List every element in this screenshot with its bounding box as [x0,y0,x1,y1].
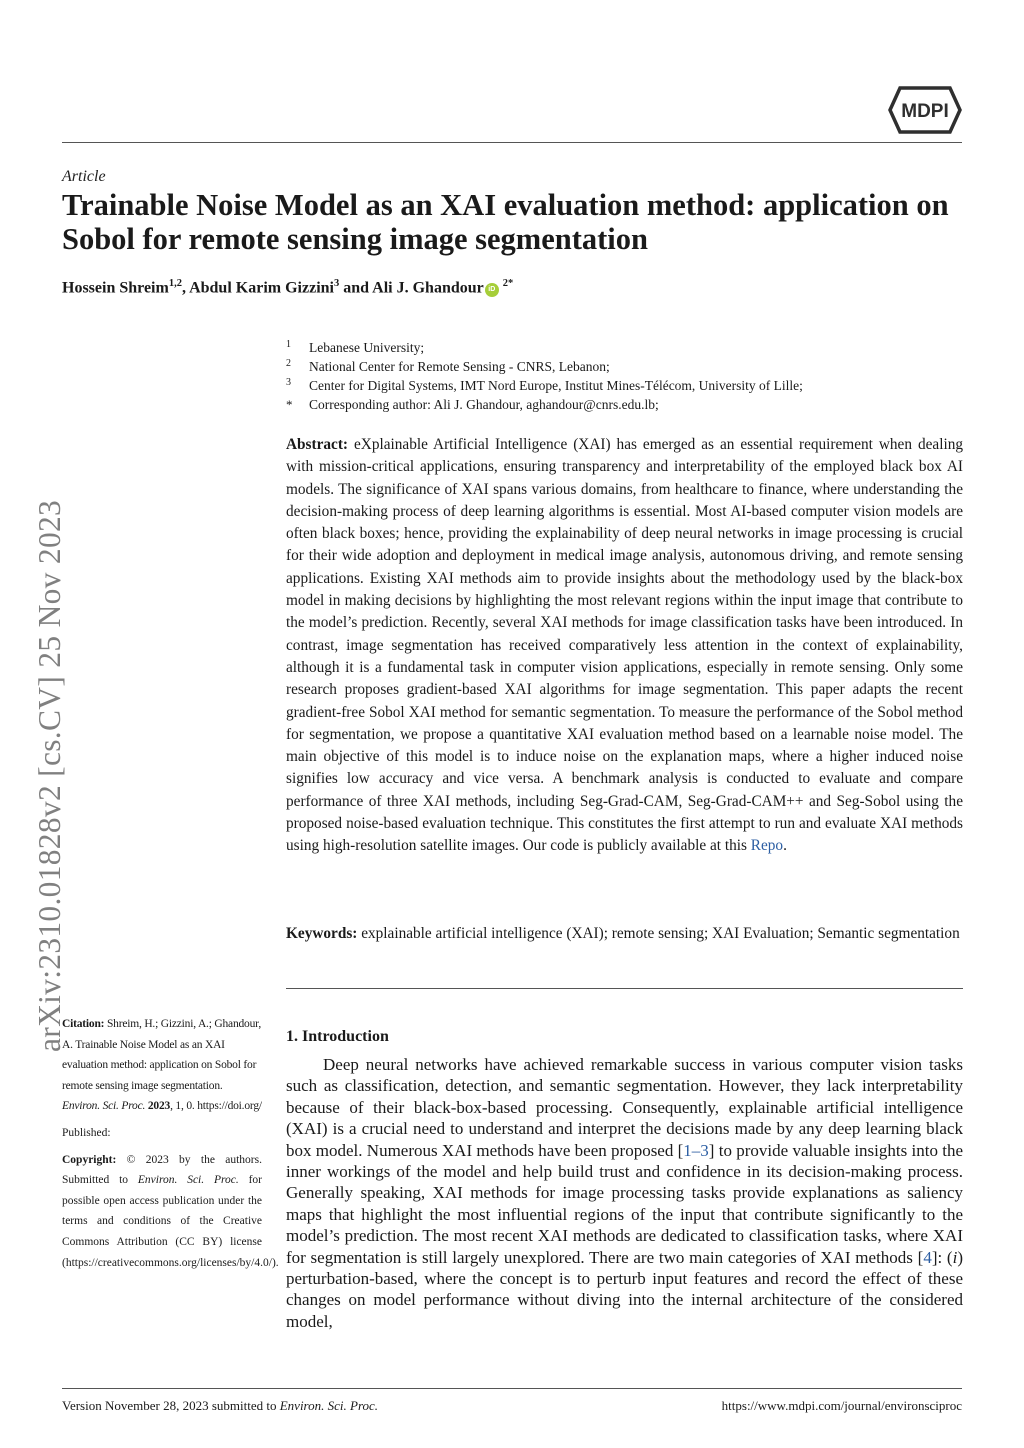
keywords-label: Keywords: [286,925,358,942]
copyright-journal: Environ. Sci. Proc. [137,1174,239,1187]
footer-url[interactable]: https://www.mdpi.com/journal/environsciproc [721,1398,962,1413]
abstract-end: . [783,837,787,855]
citation-block [62,1014,262,1117]
arxiv-stamp: arXiv:2310.01828v2 [cs.CV] 25 Nov 2023 [32,499,67,1052]
author-separator: and [339,279,373,297]
header-rule [62,142,962,143]
intro-text: ] to provide valuable insights into the inner workings of the model and help build trust and confidence in its decision-making process. Generally speaking, XAI methods for image processing tasks provide explanations as saliency maps that highlight the most influential regions of the input that contribute significantly to the model’s prediction. The most recent XAI methods are dedicated to classification tasks, where XAI for segmentation is still largely unexplored. There are two main categories of XAI methods [ [286,1140,963,1267]
citation-link[interactable]: 4 [923,1247,932,1267]
affiliation-marker: 1 [286,339,291,350]
copyright-text: © 2023 by the authors. Submitted to [62,1153,262,1187]
affiliation-text: National Center for Remote Sensing - CNRS, Lebanon; [309,359,610,374]
author-name: Abdul Karim Gizzini [189,279,334,297]
footer-version-text: Version November 28, 2023 submitted to [62,1398,280,1413]
author-separator: , [181,279,190,297]
mdpi-logo [888,86,962,134]
citation-journal: Environ. Sci. Proc. [62,1100,146,1113]
introduction-paragraph [286,1054,963,1332]
author-affil-sup: 2* [502,278,514,289]
copyright-rest: for possible open access publication under the terms and conditions of the Creative Commons Attribution (CC BY) license (https://creativecommons.org/licenses/by/4.0/). [62,1174,279,1269]
intro-text: Deep neural networks have achieved remarkable success in various computer vision tasks such as classification, detection, and semantic segmentation. However, they lack interpretability because of their black-box-based processing. Consequently, explainable artificial intelligence (XAI) is a crucial need to understand and interpret the decisions made by any deep learning black box model. Numerous XAI methods have been proposed [ [286,1055,963,1160]
svg-text:MDPI: MDPI [901,101,949,122]
author-name: Ali J. Ghandour [372,279,484,297]
author-affil-sup: 3 [333,278,340,289]
abstract [286,434,963,858]
affiliation-list [286,338,803,414]
citation-text: Shreim, H.; Gizzini, A.; Ghandour, A. Trainable Noise Model as an XAI evaluation method: application on Sobol for remote sensing image segmentation. [62,1018,261,1092]
affiliation-marker: 2 [286,358,291,369]
repo-link[interactable]: Repo [750,837,784,855]
affiliation-text: Center for Digital Systems, IMT Nord Europe, Institut Mines-Télécom, University of Lille; [309,378,803,393]
intro-text: ) perturbation-based, where the concept is to perturb input features and record the effect of these changes on model performance without diving into the internal architecture of the considered model, [286,1247,963,1331]
footer-rule [62,1388,962,1389]
affiliation-item [286,376,803,395]
abstract-label: Abstract: [286,436,349,453]
orcid-icon[interactable]: iD [485,283,499,297]
affiliation-text: Corresponding author: Ali J. Ghandour, aghandour@cnrs.edu.lb; [309,397,659,412]
copyright-label: Copyright: [62,1153,117,1166]
sidebar [62,1014,279,1273]
copyright-block [62,1150,279,1274]
intro-italic: i [952,1247,958,1267]
author-affil-sup: 1,2 [168,278,182,289]
affiliation-marker: 3 [286,377,291,388]
abstract-body: eXplainable Artificial Intelligence (XAI) has emerged as an essential requirement when dealing with mission-critical applications, ensuring transparency and interpretability of the employed black box AI models. The significance of XAI spans various domains, from healthcare to finance, where understanding the decision-making process of deep learning algorithms is essential. Most AI-based computer vision models are often black boxes; hence, providing the explainability of deep neural networks in image processing is crucial for their wide adoption and deployment in medical image analysis, autonomous driving, and remote sensing applications. Existing XAI methods aim to provide insights about the methodology used by the black-box model in making decisions by highlighting the most relevant regions within the input image that contribute to the model’s prediction. Recently, several XAI methods for image classification tasks have been introduced. In contrast, image segmentation has received comparatively less attention in the context of explainability, although it is a fundamental task in computer vision applications, especially in remote sensing. Only some research proposes gradient-based XAI algorithms for image segmentation. This paper adapts the recent gradient-free Sobol XAI method for semantic segmentation. To measure the performance of the Sobol method for segmentation, we propose a quantitative XAI evaluation method based on a learnable noise model. The main objective of this model is to induce noise on the explanation maps, where a higher induced noise signifies low accuracy and vice versa. A benchmark analysis is conducted to evaluate and compare performance of three XAI methods, including Seg-Grad-CAM, Seg-Grad-CAM++ and Seg-Sobol using the proposed noise-based evaluation technique. This constitutes the first attempt to run and evaluate XAI methods using high-resolution satellite images. Our code is publicly available at this [286,436,963,855]
intro-text: ]: ( [931,1247,953,1267]
paper-title: Trainable Noise Model as an XAI evaluation method: application on Sobol for remote sensing image segmentation [62,188,949,256]
author-name: Hossein Shreim [62,279,169,297]
affiliation-text: Lebanese University; [309,340,425,355]
affiliation-item [286,395,803,414]
article-type: Article [62,168,106,185]
keywords [286,923,963,945]
citation-year: 2023 [147,1100,171,1113]
citation-link[interactable]: 1–3 [683,1140,709,1160]
section-heading: 1. Introduction [286,1028,389,1045]
affiliation-item [286,357,803,376]
citation-label: Citation: [62,1018,105,1030]
keywords-text: explainable artificial intelligence (XAI); remote sensing; XAI Evaluation; Semantic segmentation [357,925,960,942]
published-line: Published: [62,1126,111,1139]
affiliation-item [286,338,803,357]
citation-rest: , 1, 0. https://doi.org/ [170,1100,262,1113]
section-divider [286,988,963,989]
footer-version [62,1398,378,1414]
affiliation-marker: * [286,397,293,412]
footer-journal: Environ. Sci. Proc. [279,1398,379,1413]
author-list [62,278,513,297]
